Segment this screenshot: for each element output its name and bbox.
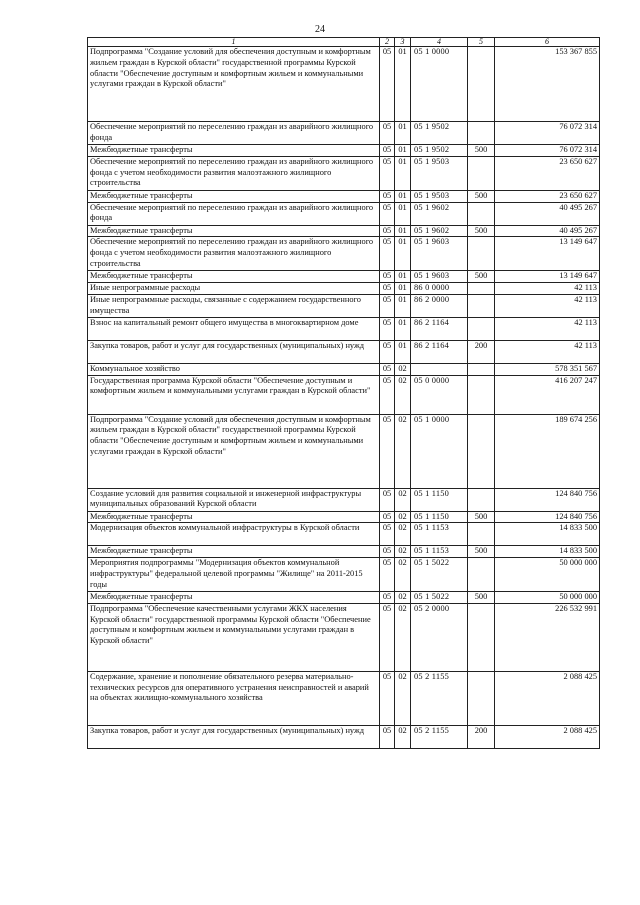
row-section-code: 05 (380, 725, 395, 748)
row-expense-type (468, 414, 495, 488)
row-amount: 13 149 647 (495, 237, 600, 271)
row-subsection-code: 01 (395, 294, 411, 317)
row-name: Межбюджетные трансферты (88, 190, 380, 202)
header-row (88, 38, 600, 47)
row-section-code: 05 (380, 363, 395, 375)
row-expense-type (468, 122, 495, 145)
row-amount: 2 088 425 (495, 671, 600, 725)
row-target-code: 05 1 9503 (411, 190, 468, 202)
row-section-code: 05 (380, 592, 395, 604)
row-target-code: 05 1 1150 (411, 511, 468, 523)
row-section-code: 05 (380, 414, 395, 488)
row-amount: 14 833 500 (495, 546, 600, 558)
row-name: Подпрограмма "Создание условий для обеспечения доступным и комфортным жильем граждан в Курской области" государственной программы Курской области "Обеспечение доступным и комфортным жильем и коммунальными услугами граждан в Курской области" (88, 414, 380, 488)
row-subsection-code: 02 (395, 671, 411, 725)
row-subsection-code: 02 (395, 375, 411, 414)
row-amount: 189 674 256 (495, 414, 600, 488)
row-subsection-code: 02 (395, 523, 411, 546)
table-row (88, 511, 600, 523)
row-subsection-code: 01 (395, 237, 411, 271)
row-expense-type (468, 283, 495, 295)
row-amount: 42 113 (495, 317, 600, 340)
table-row (88, 237, 600, 271)
row-subsection-code: 02 (395, 546, 411, 558)
table-row (88, 558, 600, 592)
row-expense-type (468, 488, 495, 511)
table-row (88, 340, 600, 363)
row-target-code: 05 1 9502 (411, 122, 468, 145)
row-target-code (411, 363, 468, 375)
row-target-code: 05 2 1155 (411, 725, 468, 748)
table-row (88, 283, 600, 295)
row-target-code: 05 1 9503 (411, 156, 468, 190)
row-expense-type: 500 (468, 511, 495, 523)
row-amount: 76 072 314 (495, 122, 600, 145)
row-amount: 124 840 756 (495, 511, 600, 523)
row-name: Государственная программа Курской области "Обеспечение доступным и комфортным жильем и коммунальными услугами граждан в Курской области" (88, 375, 380, 414)
row-section-code: 05 (380, 225, 395, 237)
row-section-code: 05 (380, 237, 395, 271)
row-name: Межбюджетные трансферты (88, 271, 380, 283)
row-subsection-code: 01 (395, 317, 411, 340)
table-row (88, 375, 600, 414)
row-target-code: 05 1 5022 (411, 592, 468, 604)
row-amount: 23 650 627 (495, 156, 600, 190)
column-header: 1 (88, 38, 380, 47)
row-subsection-code: 02 (395, 363, 411, 375)
table-row (88, 414, 600, 488)
row-subsection-code: 02 (395, 592, 411, 604)
row-expense-type (468, 202, 495, 225)
row-name: Модернизация объектов коммунальной инфраструктуры в Курской области (88, 523, 380, 546)
row-section-code: 05 (380, 271, 395, 283)
row-section-code: 05 (380, 671, 395, 725)
row-expense-type (468, 237, 495, 271)
column-header: 5 (468, 38, 495, 47)
row-name: Мероприятия подпрограммы "Модернизация объектов коммунальной инфраструктуры" федеральной целевой программы "Жилище" на 2011-2015 годы (88, 558, 380, 592)
row-expense-type: 500 (468, 225, 495, 237)
row-name: Закупка товаров, работ и услуг для государственных (муниципальных) нужд (88, 725, 380, 748)
row-section-code: 05 (380, 145, 395, 157)
row-amount: 42 113 (495, 294, 600, 317)
row-target-code: 05 1 0000 (411, 47, 468, 122)
row-target-code: 05 1 9603 (411, 271, 468, 283)
row-amount: 14 833 500 (495, 523, 600, 546)
row-expense-type: 500 (468, 190, 495, 202)
table-row (88, 156, 600, 190)
row-subsection-code: 02 (395, 488, 411, 511)
row-amount: 416 207 247 (495, 375, 600, 414)
row-amount: 578 351 567 (495, 363, 600, 375)
row-subsection-code: 01 (395, 122, 411, 145)
row-subsection-code: 01 (395, 283, 411, 295)
row-amount: 40 495 267 (495, 225, 600, 237)
row-target-code: 05 1 1150 (411, 488, 468, 511)
row-expense-type (468, 363, 495, 375)
row-target-code: 86 2 1164 (411, 317, 468, 340)
table-row (88, 671, 600, 725)
table-row (88, 47, 600, 122)
row-amount: 124 840 756 (495, 488, 600, 511)
row-name: Межбюджетные трансферты (88, 225, 380, 237)
row-section-code: 05 (380, 47, 395, 122)
column-header: 2 (380, 38, 395, 47)
column-header: 3 (395, 38, 411, 47)
row-expense-type (468, 671, 495, 725)
row-target-code: 05 1 5022 (411, 558, 468, 592)
table-row (88, 202, 600, 225)
row-expense-type (468, 47, 495, 122)
row-name: Обеспечение мероприятий по переселению граждан из аварийного жилищного фонда (88, 122, 380, 145)
row-expense-type: 500 (468, 546, 495, 558)
row-expense-type: 500 (468, 145, 495, 157)
row-expense-type: 500 (468, 592, 495, 604)
row-expense-type (468, 375, 495, 414)
row-section-code: 05 (380, 546, 395, 558)
table-row (88, 122, 600, 145)
row-amount: 2 088 425 (495, 725, 600, 748)
row-name: Межбюджетные трансферты (88, 145, 380, 157)
row-amount: 153 367 855 (495, 47, 600, 122)
row-name: Иные непрограммные расходы (88, 283, 380, 295)
table-row (88, 190, 600, 202)
row-expense-type: 200 (468, 725, 495, 748)
row-target-code: 05 0 0000 (411, 375, 468, 414)
row-section-code: 05 (380, 523, 395, 546)
table-row (88, 145, 600, 157)
row-target-code: 05 1 0000 (411, 414, 468, 488)
table-row (88, 523, 600, 546)
column-header: 4 (411, 38, 468, 47)
row-name: Обеспечение мероприятий по переселению граждан из аварийного жилищного фонда с учетом необходимости развития малоэтажного жилищного строительства (88, 156, 380, 190)
row-section-code: 05 (380, 340, 395, 363)
row-target-code: 86 2 1164 (411, 340, 468, 363)
row-subsection-code: 02 (395, 725, 411, 748)
budget-table (87, 37, 600, 749)
table-row (88, 603, 600, 671)
row-amount: 40 495 267 (495, 202, 600, 225)
table-row (88, 294, 600, 317)
row-target-code: 05 1 1153 (411, 523, 468, 546)
table-row (88, 546, 600, 558)
row-section-code: 05 (380, 202, 395, 225)
row-name: Закупка товаров, работ и услуг для государственных (муниципальных) нужд (88, 340, 380, 363)
row-target-code: 05 1 9602 (411, 225, 468, 237)
table-row (88, 488, 600, 511)
table-row (88, 225, 600, 237)
row-subsection-code: 02 (395, 558, 411, 592)
row-name: Подпрограмма "Обеспечение качественными услугами ЖКХ населения Курской области" государственной программы Курской области "Обеспечение доступным и комфортным жильем и коммунальными услугами граждан в Курской области" (88, 603, 380, 671)
row-name: Взнос на капитальный ремонт общего имущества в многоквартирном доме (88, 317, 380, 340)
row-subsection-code: 02 (395, 511, 411, 523)
row-expense-type (468, 317, 495, 340)
row-name: Иные непрограммные расходы, связанные с содержанием государственного имущества (88, 294, 380, 317)
row-subsection-code: 01 (395, 145, 411, 157)
row-expense-type: 500 (468, 271, 495, 283)
row-name: Межбюджетные трансферты (88, 546, 380, 558)
row-subsection-code: 01 (395, 190, 411, 202)
row-subsection-code: 02 (395, 414, 411, 488)
row-name: Содержание, хранение и пополнение обязательного резерва материально-технических ресурсов для оперативного устранения неисправностей и аварий на объектах жилищно-коммунального хозяйства (88, 671, 380, 725)
row-expense-type: 200 (468, 340, 495, 363)
row-target-code: 05 1 9502 (411, 145, 468, 157)
row-subsection-code: 01 (395, 156, 411, 190)
row-expense-type (468, 523, 495, 546)
table-row (88, 363, 600, 375)
row-section-code: 05 (380, 375, 395, 414)
row-subsection-code: 01 (395, 271, 411, 283)
row-section-code: 05 (380, 122, 395, 145)
row-name: Подпрограмма "Создание условий для обеспечения доступным и комфортным жильем граждан в Курской области" государственной программы Курской области "Обеспечение доступным и комфортным жильем и коммунальными услугами граждан в Курской области" (88, 47, 380, 122)
row-subsection-code: 01 (395, 340, 411, 363)
row-expense-type (468, 603, 495, 671)
row-subsection-code: 01 (395, 225, 411, 237)
row-expense-type (468, 294, 495, 317)
row-section-code: 05 (380, 156, 395, 190)
row-target-code: 05 2 0000 (411, 603, 468, 671)
row-section-code: 05 (380, 190, 395, 202)
row-amount: 50 000 000 (495, 558, 600, 592)
row-section-code: 05 (380, 558, 395, 592)
row-expense-type (468, 156, 495, 190)
table-row (88, 271, 600, 283)
row-section-code: 05 (380, 511, 395, 523)
row-name: Создание условий для развития социальной и инженерной инфраструктуры муниципальных образований Курской области (88, 488, 380, 511)
row-amount: 23 650 627 (495, 190, 600, 202)
row-name: Обеспечение мероприятий по переселению граждан из аварийного жилищного фонда с учетом необходимости развития малоэтажного жилищного строительства (88, 237, 380, 271)
row-amount: 226 532 991 (495, 603, 600, 671)
table-row (88, 592, 600, 604)
row-section-code: 05 (380, 294, 395, 317)
row-amount: 13 149 647 (495, 271, 600, 283)
row-target-code: 86 2 0000 (411, 294, 468, 317)
row-section-code: 05 (380, 488, 395, 511)
column-header: 6 (495, 38, 600, 47)
row-amount: 76 072 314 (495, 145, 600, 157)
table-row (88, 317, 600, 340)
table-row (88, 725, 600, 748)
row-subsection-code: 02 (395, 603, 411, 671)
row-name: Обеспечение мероприятий по переселению граждан из аварийного жилищного фонда (88, 202, 380, 225)
page-number: 24 (315, 24, 325, 35)
row-amount: 50 000 000 (495, 592, 600, 604)
row-section-code: 05 (380, 283, 395, 295)
row-target-code: 05 2 1155 (411, 671, 468, 725)
row-amount: 42 113 (495, 283, 600, 295)
row-name: Межбюджетные трансферты (88, 511, 380, 523)
row-target-code: 05 1 1153 (411, 546, 468, 558)
row-name: Коммунальное хозяйство (88, 363, 380, 375)
row-amount: 42 113 (495, 340, 600, 363)
row-name: Межбюджетные трансферты (88, 592, 380, 604)
row-target-code: 05 1 9602 (411, 202, 468, 225)
row-target-code: 05 1 9603 (411, 237, 468, 271)
row-section-code: 05 (380, 317, 395, 340)
row-subsection-code: 01 (395, 47, 411, 122)
row-subsection-code: 01 (395, 202, 411, 225)
row-expense-type (468, 558, 495, 592)
row-section-code: 05 (380, 603, 395, 671)
row-target-code: 86 0 0000 (411, 283, 468, 295)
